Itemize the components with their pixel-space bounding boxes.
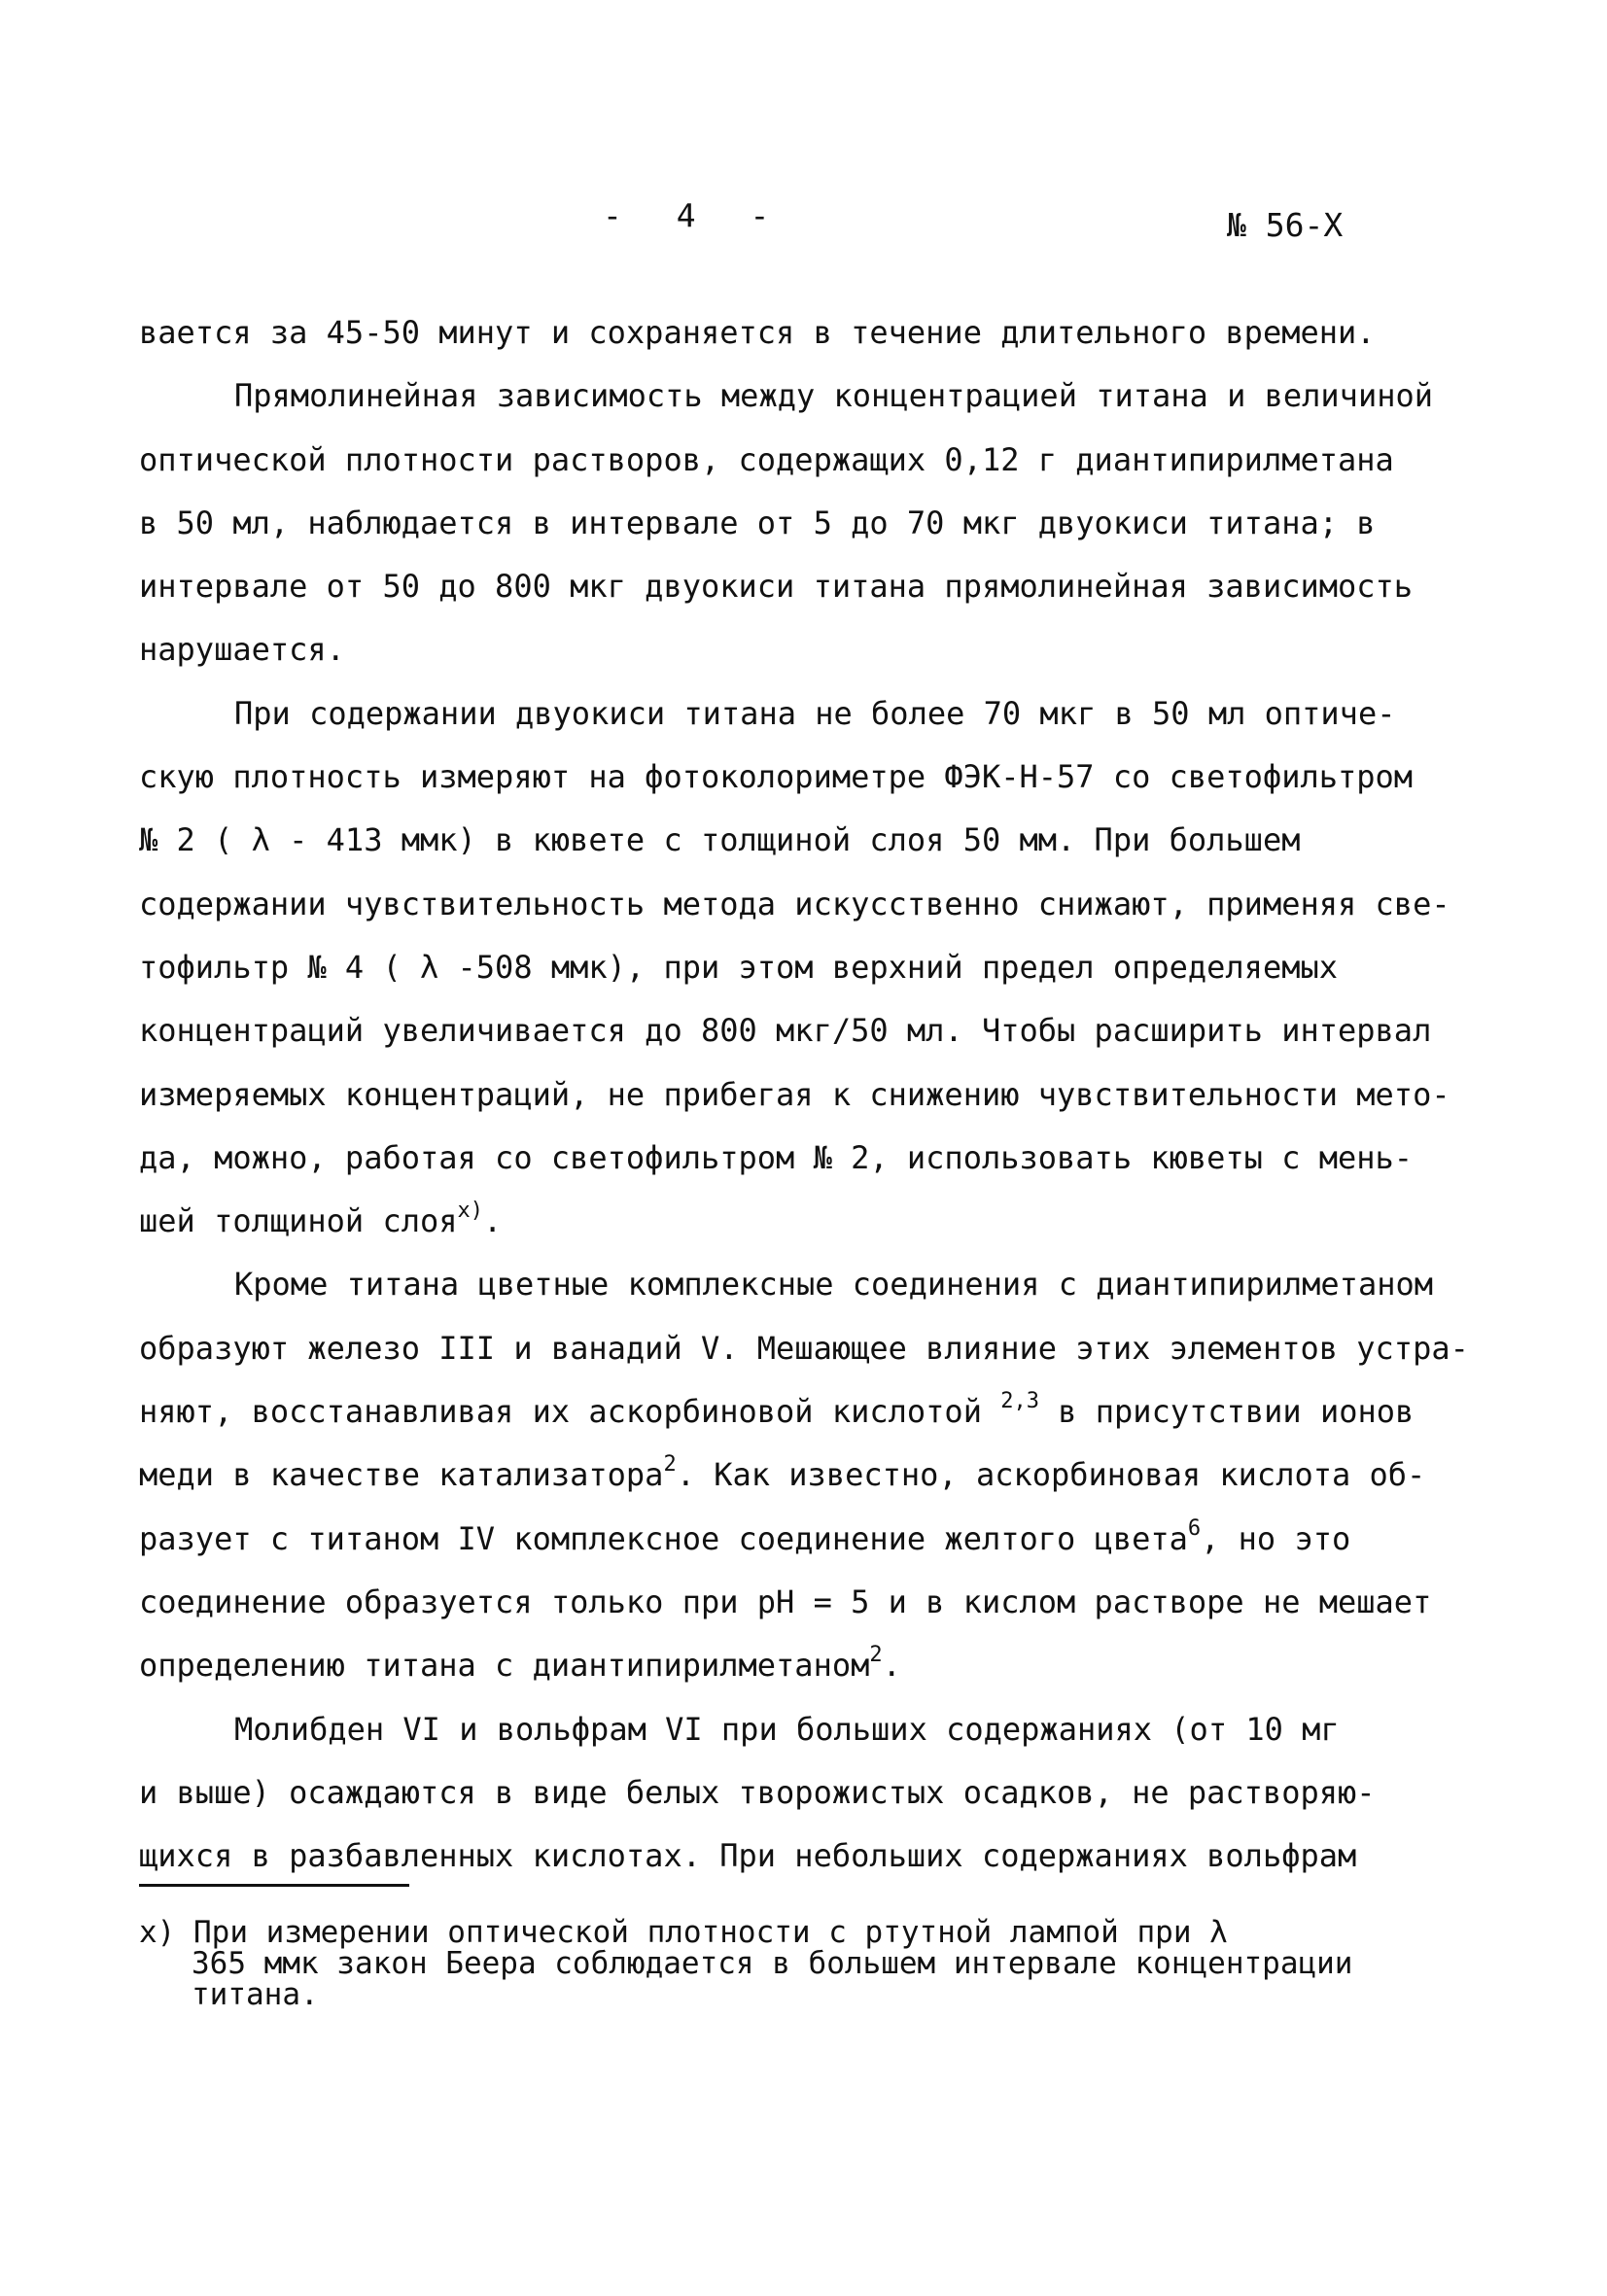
paragraph-start: При содержании двуокиси титана не более 70 мкг в 50 мл оптиче- [234, 694, 1396, 732]
reference-superscript: 2,3 [1000, 1389, 1039, 1414]
footnote-text: При измерении оптической плотности с ртутной лампой при λ [193, 1915, 1228, 1950]
paragraph-start: Прямолинейная зависимость между концентрацией титана и величиной [234, 377, 1433, 415]
paragraph-start: Молибден VI и вольфрам VI при больших содержаниях (от 10 мг [234, 1710, 1340, 1748]
footnote-marker: x) [139, 1915, 176, 1950]
body-text [139, 301, 1490, 1888]
text-segment: . [882, 1647, 901, 1685]
text-segment: шей толщиной слоя [139, 1202, 458, 1240]
text-segment: няют, восстанавливая их аскорбиновой кислотой [139, 1393, 1001, 1431]
text-line: образуют железо III и ванадий V. Мешающее влияние этих элементов устра- [139, 1329, 1469, 1367]
text-segment: в присутствии ионов [1038, 1393, 1415, 1431]
paragraph-start: Кроме титана цветные комплексные соединения с диантипирилметаном [234, 1266, 1433, 1304]
text-line: да, можно, работая со светофильтром № 2, использовать кюветы с мень- [139, 1138, 1414, 1176]
text-line [139, 1634, 1490, 1697]
text-line: оптической плотности растворов, содержащих 0,12 г диантипирилметана [139, 440, 1394, 478]
footnote-divider [139, 1884, 409, 1887]
text-segment: . [483, 1202, 503, 1240]
reference-superscript: 2 [663, 1452, 677, 1478]
text-line: содержании чувствительность метода искусственно снижают, применяя све- [139, 885, 1450, 922]
text-line: вается за 45-50 минут и сохраняется в течение длительного времени. [139, 314, 1376, 351]
text-line: щихся в разбавленных кислотах. При небольших содержаниях вольфрам [139, 1837, 1357, 1875]
text-line: соединение образуется только при pH = 5 и в кислом растворе не мешает [139, 1583, 1432, 1620]
text-line [139, 1508, 1490, 1571]
text-line: в 50 мл, наблюдается в интервале от 5 до 70 мкг двуокиси титана; в [139, 504, 1376, 541]
text-line [139, 1190, 1490, 1253]
text-segment: , но это [1201, 1519, 1351, 1557]
text-line: измеряемых концентраций, не прибегая к снижению чувствительности мето- [139, 1075, 1450, 1113]
footnote-marker: x) [457, 1199, 484, 1224]
footnote-line [139, 1917, 1490, 1948]
text-line [139, 1380, 1490, 1444]
text-segment: меди в качестве катализатора [139, 1456, 664, 1494]
footnote-line: титана. [192, 1977, 319, 2012]
text-line: тофильтр № 4 ( λ -508 ммк), при этом верхний предел определяемых [139, 948, 1338, 986]
reference-superscript: 6 [1187, 1515, 1202, 1541]
footnote [139, 1917, 1490, 2010]
footnote-line: 365 ммк закон Беера соблюдается в большем интервале концентрации [192, 1946, 1353, 1981]
text-segment: . Как известно, аскорбиновая кислота об- [676, 1456, 1426, 1494]
text-segment: разует с титаном IV комплексное соединение желтого цвета [139, 1519, 1188, 1557]
text-line: нарушается. [139, 631, 345, 669]
text-line: интервале от 50 до 800 мкг двуокиси титана прямолинейная зависимость [139, 568, 1414, 606]
document-number: № 56-Х [1227, 206, 1344, 244]
reference-superscript: 2 [869, 1643, 883, 1668]
text-line [139, 1444, 1490, 1507]
text-segment: определению титана с диантипирилметаном [139, 1647, 870, 1685]
text-line: скую плотность измеряют на фотоколориметре ФЭК-Н-57 со светофильтром [139, 758, 1414, 796]
page-number: - 4 - [603, 196, 787, 234]
text-line: и выше) осаждаются в виде белых творожистых осадков, не растворяю- [139, 1773, 1376, 1811]
text-line: концентраций увеличивается до 800 мкг/50 мл. Чтобы расширить интервал [139, 1012, 1432, 1050]
text-line: № 2 ( λ - 413 ммк) в кювете с толщиной слоя 50 мм. При большем [139, 821, 1301, 859]
